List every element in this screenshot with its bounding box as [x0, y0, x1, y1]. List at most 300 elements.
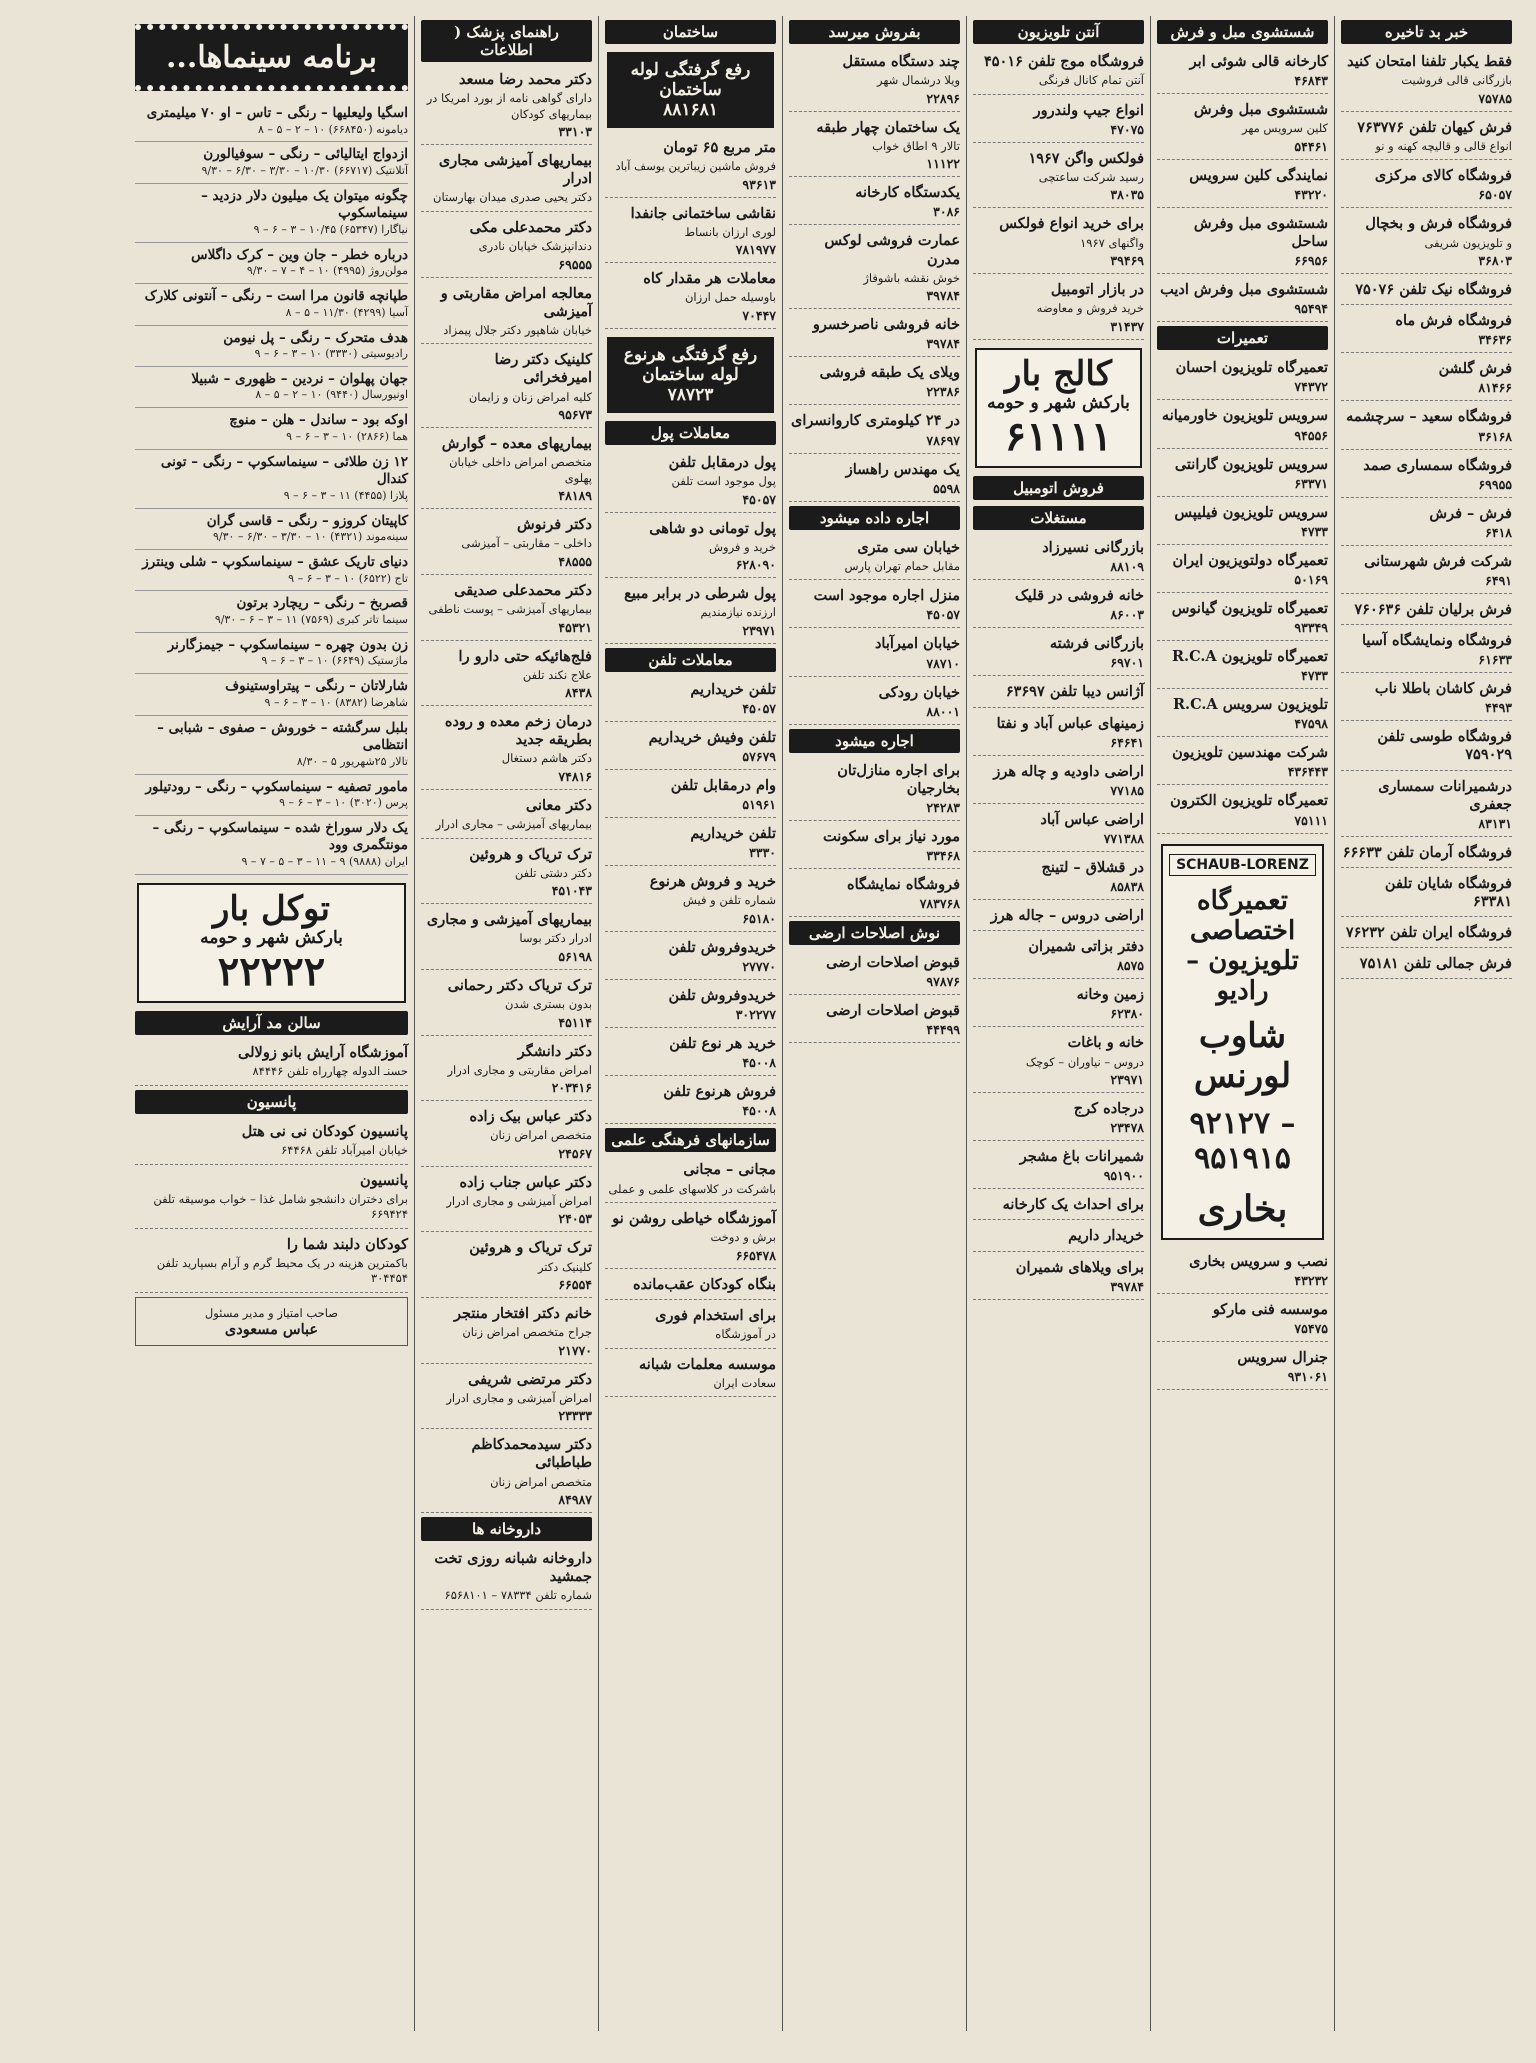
ad-title: خریدوفروش تلفن [668, 938, 776, 956]
classified-ad [605, 984, 776, 1028]
movie-times: مولن‌روژ (۴۹۹۵) ۱۰ – ۴ – ۷ – ۹/۳۰ [246, 264, 408, 278]
ad-title: نقاشی ساختمانی جانفدا [630, 204, 776, 222]
ad-title: داروخانه شبانه روزی تخت جمشید [434, 1550, 592, 1586]
ad-title: بیماریهای آمیزشی مجاری ادرار [438, 152, 592, 188]
ad-body: دندانپزشک خیابان نادری [478, 239, 592, 254]
ad-phone: ۴۵۱۰۴۳ [551, 883, 592, 899]
ad-phone: ۶۹۵۵۵ [558, 256, 592, 272]
ad-phone: ۴۷۵۹۸ [1294, 716, 1328, 732]
ad-phone: ۶۵۱۸۰ [742, 910, 776, 926]
ad-phone: ۹۳۶۱۳ [742, 176, 776, 192]
ad-phone: ۳۳۱۰۳ [558, 124, 592, 140]
ad-phone: ۶۴۹۱ [1485, 572, 1512, 588]
ad-phone: ۸۸۱۶۸۱ [663, 100, 718, 120]
ad-body: فروش ماشین زیباترین یوسف آباد [615, 159, 776, 174]
ad-list [789, 951, 960, 1043]
ad-title: خریدار داریم [1068, 1227, 1144, 1245]
ad-line: تعمیرگاه اختصاصی [1189, 885, 1296, 946]
movie-title: بلبل سرگشته – خوروش – صفوی – شبابی – انتظامی [157, 719, 408, 754]
movie-times: شاهرضا (۸۳۸۲) ۱۰ – ۳ – ۶ – ۹ [264, 695, 408, 709]
ad-phone: ۴۶۸۴۳ [1294, 73, 1328, 89]
classified-ad [605, 267, 776, 329]
ad-body: سعادت ایران [713, 1375, 776, 1390]
movie-times: ایران (۹۸۸۸) ۹ – ۱۱ – ۳ – ۵ – ۷ – ۹ [241, 854, 408, 868]
column-cinema [129, 16, 414, 2031]
ad-phone: ۷۷۱۳۸۸ [1103, 830, 1144, 846]
column-carpets-sale [1334, 16, 1518, 2031]
classified-ad [1341, 550, 1512, 594]
classified-ad [421, 974, 592, 1036]
ad-title: فروشگاه طوسی تلفن ۷۵۹۰۲۹ [1377, 728, 1512, 764]
ad-title: فروشگاه فرش و بخچال [1365, 215, 1512, 233]
ad-phone: ۵۱۹۶۱ [742, 797, 776, 813]
ad-title: برای خرید انواع فولکس [999, 215, 1144, 233]
ad-title: خرید و فروش هرنوع [649, 873, 776, 891]
ad-body: دکتر یحیی صدری میدان بهارستان [433, 190, 592, 205]
movie-listing [135, 367, 408, 408]
classified-ad [605, 870, 776, 932]
ad-phone: ۴۵۰۰۸ [742, 1055, 776, 1071]
classified-ad [789, 361, 960, 405]
ad-phone: ۶۳۳۷۱ [1294, 475, 1328, 491]
ad-title: بازرگانی نسیرزاد [1042, 539, 1144, 557]
ad-phone: ۹۳۱۰۶۱ [1287, 1368, 1328, 1384]
ad-body: شماره تلفن ۷۸۳۳۴ – ۶۵۶۸۱۰۱ [444, 1588, 592, 1603]
classified-ad [973, 536, 1144, 580]
classified-ad [973, 50, 1144, 95]
ad-title: جنرال سرویس [1237, 1348, 1328, 1366]
movie-listing [135, 184, 408, 243]
ad-phone: ۳۴۶۳۶ [1478, 332, 1512, 348]
ad-title: رفع گرفتگی لوله ساختمان [630, 60, 751, 100]
ad-title: برای ویلاهای شمیران [1015, 1258, 1144, 1276]
ad-phone: ۳۹۷۸۴ [926, 336, 960, 352]
classified-ad [973, 1097, 1144, 1141]
section-header: مستغلات [973, 506, 1144, 530]
column-construction [598, 16, 782, 2031]
classified-ad [789, 313, 960, 357]
classified-ad [973, 760, 1144, 804]
ad-subtitle: بارکش شهر و حومه [987, 393, 1130, 414]
classified-ad [605, 136, 776, 198]
ad-title: معالجه امراض مقاربتی و آمیزشی [440, 284, 592, 320]
section-header: خبر بد تاخیره [1341, 20, 1512, 44]
ad-body: پول موجود است تلفن [671, 474, 776, 489]
section-header: معاملات تلفن [605, 648, 776, 672]
movie-listing [135, 243, 408, 284]
movie-listing [135, 633, 408, 674]
classified-ad [421, 1236, 592, 1298]
classified-ad [1157, 1346, 1328, 1390]
classified-ad [973, 808, 1144, 852]
ad-phone: ۲۱۷۷۰ [558, 1342, 592, 1358]
classified-ad [1157, 597, 1328, 641]
ad-title: فقط یکبار تلفنا امتحان کنید [1347, 53, 1512, 70]
ad-list [605, 136, 776, 329]
ad-phone: ۳۰۲۲۷۷ [735, 1007, 776, 1023]
ad-title: زمینهای عباس آباد و نفتا [996, 714, 1144, 732]
ad-phone: ۴۷۳۳ [1301, 523, 1328, 539]
ad-phone: ۷۸۶۹۷ [926, 432, 960, 448]
ad-phone: ۴۵۰۵۷ [742, 491, 776, 507]
classified-ad [1341, 212, 1512, 274]
classified-ad [789, 116, 960, 178]
classified-ad [973, 99, 1144, 143]
ad-body: و تلویزیون شریفی [1424, 235, 1512, 250]
ad-body: امراض آمیزشی و مجاری ادرار [446, 1390, 592, 1405]
ad-phone: ۵۶۱۹۸ [558, 948, 592, 964]
ad-phone: ۳۹۷۸۴ [1110, 1278, 1144, 1294]
classified-ad [789, 536, 960, 581]
section-header: اجاره میشود [789, 729, 960, 753]
movie-title: ۱۲ زن طلائی – سینماسکوپ – رنگی – تونی کندال [160, 453, 408, 488]
pipe-repair-ad [607, 52, 774, 128]
ad-title: درمان زخم معده و روده بطریقه جدید [444, 713, 592, 749]
classified-ad [1341, 921, 1512, 948]
classified-ad [789, 229, 960, 309]
ad-phone: ۸۵۷۵ [1117, 958, 1144, 974]
classified-ad [605, 1353, 776, 1398]
ad-list [605, 451, 776, 644]
classified-ad [421, 432, 592, 509]
classified-ad [1157, 741, 1328, 785]
ad-title: نصب و سرویس بخاری [1189, 1252, 1328, 1270]
ad-body: بیماریهای آمیزشی – مجاری ادرار [435, 817, 592, 832]
classified-ad [1157, 693, 1328, 737]
classified-ad [1341, 357, 1512, 401]
movie-times: پرس (۳۰۲۰) ۱۰ – ۳ – ۶ – ۹ [279, 796, 408, 810]
ad-title: قبوض اصلاحات ارضی [826, 954, 960, 972]
ad-body: بیماریهای آمیزشی – پوست ناطفی [428, 602, 592, 617]
ad-title: اراضی داودیه و چاله هرز [993, 762, 1144, 780]
ad-phone: ۴۵۰۵۷ [742, 700, 776, 716]
classified-ad [421, 1105, 592, 1167]
classified-ad [789, 584, 960, 628]
ad-phone: ۵۰۱۶۹ [1294, 571, 1328, 587]
classified-ad [421, 579, 592, 641]
classified-ad [1341, 50, 1512, 112]
ad-body: متخصص امراض داخلی خیابان پهلوی [449, 455, 592, 485]
ad-phone: ۹۵۱۹۰۰ [1103, 1168, 1144, 1184]
classified-ad [1157, 1298, 1328, 1342]
classified-ad [789, 759, 960, 821]
movie-title: طپانچه قانون مرا است – رنگی – آنتونی کلارک [144, 288, 408, 305]
classified-ad [1341, 872, 1512, 917]
tavakol-bar-ad [137, 883, 406, 1003]
ad-title: فروشگاه فرش ماه [1395, 312, 1512, 330]
classified-ad [605, 1032, 776, 1076]
ad-phone: ۲۴۵۶۷ [558, 1145, 592, 1161]
ad-body: خیابان شاهپور دکتر جلال پیمزاد [443, 322, 592, 337]
ad-list [789, 759, 960, 918]
ad-body: متخصص امراض زنان [490, 1474, 592, 1489]
classified-ad [605, 1207, 776, 1269]
classified-ad [1157, 278, 1328, 322]
ad-title: فروشگاه سمساری صمد [1363, 456, 1512, 474]
ad-body: مقابل حمام تهران پارس [844, 558, 960, 573]
classified-ad [605, 451, 776, 513]
ad-title: تلفن خریداریم [690, 825, 776, 843]
ad-phone: ۹۳۳۴۹ [1294, 620, 1328, 636]
ad-title: اراضی دروس – جاله هرز [990, 907, 1144, 925]
ad-phone: ۳۶۸۰۳ [1478, 253, 1512, 269]
ad-title: ترک تریاک دکتر رحمانی [447, 976, 592, 994]
ad-title: کالج بار [1005, 353, 1112, 394]
classified-ad [1157, 212, 1328, 274]
ad-phone: ۷۴۸۱۶ [558, 768, 592, 784]
ad-title: فروشگاه نیک تلفن ۷۵۰۷۶ [1355, 281, 1512, 299]
ad-phone: ۷۸۷۲۳ [667, 384, 714, 405]
ad-title: شستشوی مبل وفرش ادیب [1160, 281, 1328, 299]
ad-phone: ۳۳۳۰ [749, 845, 776, 861]
classified-ad [973, 856, 1144, 900]
movie-title: جهان پهلوان – نردین – ظهوری – شبیلا [191, 370, 408, 387]
classified-ad [605, 1273, 776, 1300]
ad-phone: ۴۳۶۴۴۳ [1287, 764, 1328, 780]
ad-phone: ۸۳۱۳۱ [1478, 815, 1512, 831]
classified-ad [1341, 629, 1512, 673]
classified-ad [973, 935, 1144, 979]
ad-title: ویلای یک طبقه فروشی [819, 364, 960, 382]
ad-body: دروس – نیاوران – کوچک [1025, 1054, 1144, 1069]
ad-title: دکتر محمدعلی مکی [469, 218, 592, 236]
ad-body: انواع قالی و قالیچه کهنه و نو [1375, 138, 1512, 153]
classified-ad [973, 1193, 1144, 1220]
movie-title: ازدواج ایتالیائی – رنگی – سوفیالورن [203, 146, 408, 163]
ad-list [973, 50, 1144, 340]
ad-body: رسید شرکت ساعتچی [1038, 169, 1144, 184]
ad-body: واگنهای ۱۹۶۷ [1080, 235, 1144, 250]
ad-body: کلینیک دکتر [537, 1259, 592, 1274]
ad-phone: ۲۴۰۵۳ [558, 1211, 592, 1227]
ad-title: تعمیرگاه دولتویزیون ایران [1172, 551, 1328, 569]
ad-phone: ۶۴۶۴۱ [1110, 734, 1144, 750]
ad-title: فروشگاه ایران تلفن ۷۶۲۳۲ [1345, 924, 1512, 942]
ad-title: در قشلاق – لتینج [1041, 858, 1144, 876]
classified-ad [973, 983, 1144, 1027]
classified-ad [421, 348, 592, 428]
classified-ad [1157, 501, 1328, 545]
ad-subtitle: بارکش شهر و حومه [200, 928, 343, 949]
ad-title: پول درمقابل تلفن [668, 453, 776, 471]
ad-title: فرش گلشن [1438, 360, 1512, 378]
ad-list [1157, 356, 1328, 833]
ad-title: فرش کاشان باطلا ناب [1374, 680, 1512, 698]
ad-phone: ۷۵۷۸۵ [1478, 90, 1512, 106]
ad-title: بنگاه کودکان عقب‌مانده [632, 1275, 776, 1293]
classified-ad [1341, 309, 1512, 353]
ad-title: انواع جیپ ولندرور [1033, 101, 1144, 119]
ad-title: تلفن وفیش خریداریم [648, 728, 776, 746]
ad-phone: ۵۷۶۷۹ [742, 749, 776, 765]
ad-phone: ۶۱۶۳۳ [1478, 652, 1512, 668]
ad-phone: ۹۲۱۲۷ – ۹۵۱۹۱۵ [1189, 1105, 1296, 1176]
ad-title: موسسه فنی مارکو [1212, 1300, 1328, 1318]
newspaper-page [18, 16, 1518, 2031]
movie-listing [135, 816, 408, 875]
ad-phone: ۹۵۴۹۴ [1294, 301, 1328, 317]
pansion-ad-2 [135, 1169, 408, 1229]
ad-title: فروشگاه موج تلفن ۴۵۰۱۶ [983, 53, 1144, 70]
column-for-sale [782, 16, 966, 2031]
ad-phone: ۸۶۰۰۳ [1110, 607, 1144, 623]
movie-times: رادیوسیتی (۳۳۳۰) ۱۰ – ۳ – ۶ – ۹ [254, 347, 408, 361]
ad-phone: ۲۲۳۸۶ [926, 384, 960, 400]
classified-ad [789, 825, 960, 869]
ad-phone: ۲۳۹۷۱ [1110, 1072, 1144, 1088]
ad-title: قبوض اصلاحات ارضی [826, 1002, 960, 1020]
ad-title: مجانی – مجانی [683, 1161, 776, 1179]
classified-ad [973, 1145, 1144, 1189]
ad-title: خانه فروشی ناصرخسرو [812, 316, 960, 334]
ad-title: دکتر عباس بیک زاده [469, 1108, 592, 1126]
ad-body: شماره تلفن و فیش [682, 893, 776, 908]
classified-ad [421, 843, 592, 905]
salon-ad [135, 1041, 408, 1086]
column-doctors [414, 16, 598, 2031]
ad-phone: ۷۸۳۷۶۸ [919, 896, 960, 912]
movie-times: دیامونه (۶۶۸۴۵۰) ۱۰ – ۲ – ۵ – ۸ [258, 122, 408, 136]
ad-body: دارای گواهی نامه از بورد امریکا در بیماریهای کودکان [426, 91, 592, 121]
cinema-banner [135, 24, 408, 91]
ad-title: در بازار اتومبیل [1050, 281, 1144, 299]
movie-times: تاج (۶۵۲۲) ۱۰ – ۳ – ۶ – ۹ [288, 571, 408, 585]
classified-ad [605, 726, 776, 770]
movie-times: ماژستیک (۶۶۴۹) ۱۰ – ۳ – ۶ – ۹ [261, 654, 408, 668]
movie-title: مامور تصفیه – سینماسکوپ – رنگی – رودتیلور [145, 778, 408, 795]
movie-listing [135, 716, 408, 775]
classified-ad [421, 794, 592, 839]
classified-ad [605, 1304, 776, 1349]
movie-title: یک دلار سوراخ شده – سینماسکوپ – رنگی – مونتگمری وود [152, 819, 408, 854]
classified-ad [1341, 598, 1512, 625]
ad-phone: ۷۰۴۴۷ [742, 307, 776, 323]
classified-ad [1157, 98, 1328, 160]
ad-title: متر مربع ۶۵ تومان [663, 139, 776, 156]
ad-phone: ۲۰۳۴۱۶ [551, 1080, 592, 1096]
ad-phone: ۴۴۴۹۹ [926, 1022, 960, 1038]
section-header: فروش اتومبیل [973, 476, 1144, 500]
ad-body: امراض مقاربتی و مجاری ادرار [447, 1062, 592, 1077]
movie-listing [135, 326, 408, 367]
ad-title: تعمیرگاه تلویزیون الکترون [1170, 792, 1328, 810]
ad-phone: ۶۹۹۵۵ [1478, 476, 1512, 492]
ad-phone: ۲۳۹۷۱ [742, 622, 776, 638]
ad-body: ویلا درشمال شهر [876, 73, 960, 88]
ad-title: آموزشگاه خیاطی روشن نو [612, 1210, 776, 1228]
ad-phone: ۷۵۴۷۵ [1294, 1320, 1328, 1336]
movie-times: تالار ۲۵شهریور ۵ – ۸/۳۰ [296, 754, 408, 768]
movie-listing [135, 450, 408, 509]
classified-ad [1341, 278, 1512, 305]
classified-ad [1157, 1250, 1328, 1294]
ad-phone: ۶۹۷۰۱ [1110, 655, 1144, 671]
brand-logo: SCHAUB-LORENZ [1169, 854, 1316, 876]
movie-listing [135, 101, 408, 142]
ad-list [421, 68, 592, 1513]
classified-ad [1341, 677, 1512, 721]
classified-ad [789, 681, 960, 725]
ad-body: کلیه امراض زنان و زایمان [468, 389, 592, 404]
ad-title: سرویس تلویزیون خاورمیانه [1161, 407, 1328, 425]
ad-phone: ۴۳۲۲۰ [1294, 186, 1328, 202]
ad-title: دکتر فرنوش [517, 516, 592, 534]
classified-ad [421, 1433, 592, 1513]
ad-body: آنتن تمام کانال فرنگی [1038, 73, 1144, 88]
movie-title: درباره خطر – جان وین – کرک داگلاس [191, 246, 408, 263]
classified-ad [973, 1031, 1144, 1093]
movie-title: دنیای تاریک عشق – سینماسکوپ – شلی وینترز [142, 554, 408, 570]
ad-phone: ۲۳۴۷۸ [1110, 1120, 1144, 1136]
classified-ad [421, 710, 592, 790]
ad-title: فرش – فرش [1429, 504, 1512, 522]
classified-ad [605, 822, 776, 866]
classified-ad [421, 1040, 592, 1102]
ad-title: فروشگاه سعید – سرچشمه [1346, 408, 1512, 426]
ad-title: زمین وخانه [1076, 986, 1144, 1004]
college-bar-ad [975, 348, 1142, 468]
movie-times: اونیورسال (۹۴۴۰) ۱۰ – ۲ – ۵ – ۸ [255, 388, 408, 402]
section-header: راهنمای پزشک ( اطلاعات [421, 20, 592, 62]
ad-title: کارخانه قالی شوئی ابر [1189, 53, 1328, 70]
ad-phone: ۳۸۰۳۵ [1110, 187, 1144, 203]
classified-ad [789, 632, 960, 676]
classified-ad [973, 212, 1144, 274]
movie-title: اسگیا ولیعلیها – رنگی – تاس – او ۷۰ میلیمتری [146, 105, 408, 121]
ad-title: خرید هر نوع تلفن [669, 1035, 776, 1053]
movie-listing [135, 591, 408, 632]
ad-title: سرویس تلویزیون فیلیپس [1174, 503, 1328, 521]
ad-title: توکل بار [212, 888, 331, 929]
classified-ad [1157, 404, 1328, 448]
ad-title: خیابان رودکی [878, 683, 960, 701]
ad-phone: ۲۲۸۹۶ [926, 90, 960, 106]
classified-ad [1341, 454, 1512, 498]
ad-title: ترک تریاک و هروئین [469, 845, 592, 863]
ad-body: متخصص امراض زنان [490, 1128, 592, 1143]
ad-title: دکتر دانشگر [517, 1042, 592, 1060]
ad-list [1341, 50, 1512, 979]
ad-phone: ۴۴۹۳ [1485, 700, 1512, 716]
ad-list [605, 1158, 776, 1397]
classified-ad [1157, 164, 1328, 208]
classified-ad [973, 632, 1144, 676]
ad-phone: ۸۵۸۳۸ [1110, 879, 1144, 895]
ad-phone: ۴۵۳۲۱ [558, 619, 592, 635]
ad-title: پول شرطی در برابر مبیع [624, 585, 776, 603]
ad-body: ارزنده نیازمندیم [700, 605, 776, 620]
ad-body: داخلی – مقاربتی – آمیزشی [461, 536, 592, 551]
ad-title: برای اجاره منازل‌تان بخارجیان [837, 761, 960, 797]
ad-line: تلویزیون – رادیو [1186, 945, 1299, 1006]
ad-title: ترک تریاک و هروئین [469, 1239, 592, 1257]
ad-title: تلفن خریداریم [690, 680, 776, 698]
classified-ad [605, 1158, 776, 1203]
ad-body: باشرکت در کلاسهای علمی و عملی [608, 1181, 776, 1196]
ad-phone: ۳۱۴۳۷ [1110, 318, 1144, 334]
ad-title: خانه فروشی در قلیک [1014, 587, 1144, 605]
ad-title: تعمیرگاه تلویزیون گیانوس [1171, 599, 1328, 617]
classified-ad [973, 584, 1144, 628]
movie-times: هما (۲۸۶۶) ۱۰ – ۳ – ۶ – ۹ [286, 429, 408, 443]
ad-list [605, 678, 776, 1125]
classified-ad [789, 50, 960, 112]
ad-phone: ۶۶۵۴۷۸ [735, 1247, 776, 1263]
ad-title: شمیرانات باغ مشجر [1019, 1148, 1144, 1166]
ad-phone: ۱۱۱۲۲ [926, 156, 960, 172]
ad-title: وام درمقابل تلفن [670, 777, 776, 795]
ad-list [1157, 1250, 1328, 1390]
